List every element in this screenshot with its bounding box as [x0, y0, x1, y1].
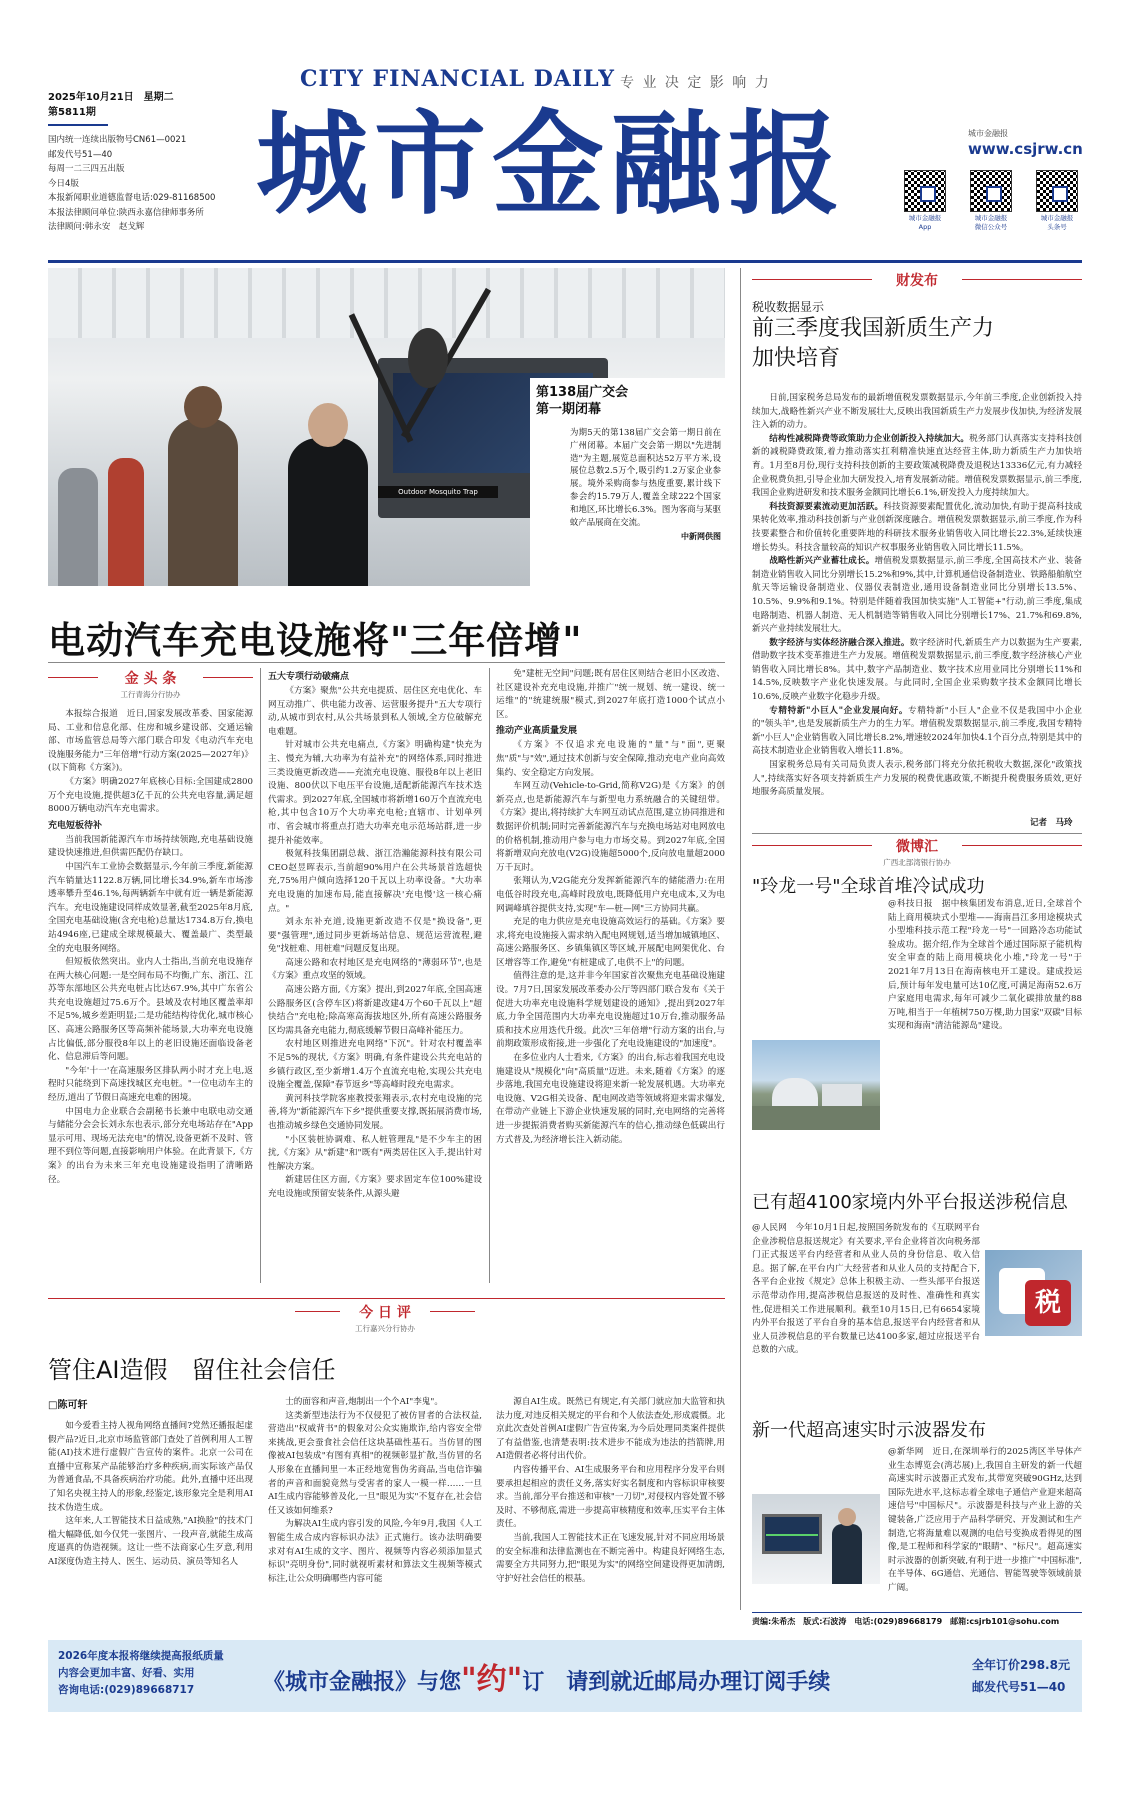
section-name: 财发布	[896, 273, 938, 289]
section-name: 微博汇	[896, 839, 938, 855]
paragraph: 国家税务总局有关司局负责人表示,税务部门将充分依托税收大数据,深化"政策找人",持续落实好各项支持新质生产力发展的税费优惠政策,不断提升税费服务质效,更好地服务高质量发展。	[752, 760, 1082, 798]
paragraph: 本报综合报道 近日,国家发展改革委、国家能源局、工业和信息化部、住房和城乡建设部、交通运输部、市场监管总局等六部门联合印发《电动汽车充电设施服务能力"三年倍增"行动方案(2025—2027年)》(以下简称《方案》)。	[48, 709, 253, 774]
info-line: 每周一二三四五出版	[48, 164, 125, 174]
website-label: 城市金融报	[968, 129, 1008, 138]
tag-line	[48, 677, 98, 678]
info-line: 国内统一连续出版物号CN61—0021	[48, 135, 187, 145]
tag-line	[962, 845, 1082, 846]
paragraph	[752, 555, 1082, 637]
weibo-item1-text: @科技日报 据中核集团发布消息,近日,全球首个陆上商用模块式小型堆——海南昌江多用途模块式小型堆科技示范工程"玲龙一号"一回路冷态功能试验成功。据介绍,作为全球首个通过国际原子能机构安全审查的陆上商用模块化小堆,"玲龙一号"于2021年7月13日在海南核电开工建设。建成投运后,预计每年发电量可达10亿度,可满足海南52.6万户家庭用电需求,每年可减少二氧化碳排放量约88万吨,相当于一年植树750万棵,助力国家"双碳"目标实现和海南"清洁能源岛"建设。	[888, 899, 1082, 1032]
lead-in: 专精特新"小巨人"企业发展向好。	[769, 705, 909, 716]
photo-credit: 中新网供图	[681, 532, 721, 542]
qr-toutiao[interactable]	[1034, 170, 1080, 232]
ad-line: 内容会更加丰富、好看、实用	[58, 1667, 195, 1679]
info-line: 本报法律顾问单位:陕西永嘉信律师事务所	[48, 207, 204, 218]
photo-caption: 为期5天的第138届广交会第一期日前在广州闭幕。本届广交会第一期以"先进制造"为主题,展览总面积达52万平方米,设展位总数2.5万个,吸引约1.2万家企业参展。境外采购商参与热度重要,累计线下参会约15.79万人,覆盖全球222个国家和地区,环比增长6.3%。图为客商与某驱蚊产品展商在交流。	[570, 427, 721, 527]
paragraph-rest: 专精特新"小巨人"企业不仅是我国中小企业的"领头羊",也是发展新质生产力的生力军。增值税发票数据显示,前三季度,我国专精特新"小巨人"企业销售收入同比增长8.2%,增速较2024年加快4.1个百分点,特别是其中的高技术制造业企业销售收入增长11.8%。	[752, 705, 1082, 757]
paragraph: 当前,我国人工智能技术正在飞速发展,针对不同应用场景的安全标准和法律监测也在不断完善中。构建良好网络生态,需要全方共同努力,把"眼见为实"的网络空间建设得更加清朗,守护好社会信任的根基。	[496, 1532, 725, 1584]
divider	[752, 833, 1082, 834]
paragraph	[752, 705, 1082, 759]
weibo-item3-headline: 新一代超高速实时示波器发布	[752, 1420, 986, 1441]
lead-in: 科技资源要素流动更加活跃。	[769, 501, 884, 512]
divider	[48, 1298, 725, 1299]
footer-credits: 责编:朱希杰 版式:石波涛 电话:(029)89668179 邮箱:csjrb101@sohu.com	[752, 1617, 1060, 1626]
section-sub: 工行青海分行协办	[120, 690, 181, 699]
paragraph: 中国电力企业联合会副秘书长兼中电联电动交通与储能分会会长刘永东也表示,部分充电场站存在"App显示可用、现场无法充电"的情况,设备更新不及时、管理不到位等问题,直接影响用户体验。在此背景下,《方案》的出台为未来三年充电设施建设指明了清晰路径。	[48, 1106, 253, 1185]
divider	[752, 1612, 1082, 1613]
english-title: CITY FINANCIAL DAILY	[300, 66, 615, 92]
column-rule	[489, 668, 490, 1283]
tag-line	[295, 1311, 340, 1312]
weibo-item2-text: @人民网 今年10月1日起,按照国务院发布的《互联网平台企业涉税信息报送规定》有关要求,平台企业将首次向税务部门正式报送平台内经营者和从业人员的身份信息、收入信息。据了解,在平台内广大经营者和从业人员的支持配合下,各平台企业按《规定》总体上积极主动、一些头部平台报送示范带动作用,提高涉税信息报送的及时性、准确性和真实性,促进相关工作进展顺利。截至10月15日,已有6654家境内外平台报送了平台自身的基本信息,报送平台内经营者和从业人员涉税信息的平台数量已达4100多家,超过应报送平台总数的六成。	[752, 1223, 980, 1356]
weibo-item3-text: @新华网 近日,在深圳举行的2025湾区半导体产业生态博览会(湾芯展)上,我国自主研发的新一代超高速实时示波器正式发布,其带宽突破90GHz,达到国际先进水平,这标志着全球电子通信产业迎来超高速信号"中国标尺"。示波器是科技与产业上游的关键装备,广泛应用于产品科学研究、开发测试和生产制造,它将海量难以观测的电信号变换成看得见的图像,是工程师和科学家的"眼睛"、"标尺"。超高速实时示波器的创新突破,有利于进一步推广"中国标准",在半导体、6G通信、光通信、智能驾驶等领域前景广阔。	[888, 1447, 1082, 1593]
info-line: 邮发代号51—40	[48, 149, 113, 160]
paragraph	[752, 637, 1082, 705]
masthead-info	[48, 133, 215, 235]
section-tag-weibohui	[752, 836, 1082, 868]
ad-line: 2026年度本报将继续提高报纸质量	[58, 1650, 224, 1662]
paragraph: 极氪科技集团副总裁、浙江浩瀚能源科技有限公司CEO赵昱晖表示,当前超90%用户在公共场景首选超快充,75%用户倾向选择120千瓦以上功率设备。"大功率充电设施的加速布局,能直接解决'充电慢'这一核心痛点。"	[268, 849, 482, 914]
tag-line	[962, 279, 1082, 280]
ad-main-yue: "约"	[461, 1662, 523, 1697]
paragraph: 黄河科技学院客座教授张翔表示,农村充电设施的完善,将为"新能源汽车下乡"提供重要支撑,既拓展消费市场,也推动城乡绿色交通协同发展。	[268, 1093, 482, 1131]
section-tag-jinripin	[295, 1302, 475, 1334]
ad-main-text: 《城市金融报》与您	[263, 1670, 462, 1695]
ad-main	[263, 1654, 830, 1698]
issue-date: 2025年10月21日 星期二	[48, 92, 174, 103]
ad-left	[58, 1648, 224, 1699]
qr-label: 头条号	[1047, 223, 1067, 231]
main-story-col3	[496, 668, 725, 1288]
finance-kicker: 税收数据显示	[752, 300, 825, 314]
ad-right	[972, 1654, 1070, 1698]
paragraph: 日前,国家税务总局发布的最新增值税发票数据显示,今年前三季度,企业创新投入持续加大,战略性新兴产业不断发展壮大,反映出我国新质生产力发展步伐加快,为经济发展注入新的动力。	[752, 393, 1082, 431]
qr-wechat[interactable]	[968, 170, 1014, 232]
tag-line	[752, 845, 872, 846]
paragraph: 农村地区则推进充电网络"下沉"。针对农村覆盖率不足5%的现状,《方案》明确,有条件建设公共充电站的乡镇行政区,至少新增1.4万个直流充电枪,实现公共充电设施全覆盖,保障"春节返乡"等高峰时段充电需求。	[268, 1039, 482, 1091]
paragraph: 《方案》聚焦"公共充电提质、居住区充电优化、车网互动推广、供电能力改善、运营服务提升"五大专项行动,从城市到农村,从公共场景到私人领域,全方位破解充电难题。	[268, 686, 482, 737]
lead-in: 战略性新兴产业蓄壮成长。	[769, 556, 875, 567]
section-name: 今 日 评	[359, 1305, 411, 1321]
paragraph: "今年'十一'在高速服务区排队两小时才充上电,返程时只能绕到下高速找城区充电桩。"一位电动车主的经历,道出了节假日高速充电难的困境。	[48, 1065, 253, 1104]
commentary-headline: 管住AI造假 留住社会信任	[48, 1356, 336, 1384]
qr-code-icon	[970, 170, 1012, 212]
qr-label: 城市金融报	[908, 214, 942, 222]
paragraph: 这年来,人工智能技术日益成熟,"AI换脸"的技术门槛大幅降低,如今仅凭一张图片、一段声音,就能生成高度逼真的伪造视频。这让一些不法商家心生歹意,利用AI深度伪造主持人、医生、运动员、演员等知名人	[48, 1516, 253, 1567]
column-rule	[740, 268, 741, 1610]
paragraph	[752, 501, 1082, 555]
photo-headline: 第138届广交会	[536, 385, 629, 400]
paragraph: 源自AI生成。既然已有规定,有关部门就应加大监管和执法力度,对违反相关规定的平台和个人依法查处,形成震慑。北京此次查处首例AI虚假广告宣传案,为今后处理同类案件提供了有益借鉴,也清楚表明:技术进步不能成为违法的挡箭牌,用AI造假者必将付出代价。	[496, 1397, 725, 1462]
paragraph	[752, 433, 1082, 501]
website-url[interactable]: www.csjrw.cn	[968, 140, 1083, 158]
ad-line: 咨询电话:(029)89668717	[58, 1684, 195, 1696]
commentary-author: □陈可轩	[48, 1400, 88, 1411]
paragraph: 为解决AI生成内容引发的风险,今年9月,我国《人工智能生成合成内容标识办法》正式施行。该办法明确要求对有AI生成的文字、图片、视频等内容必须添加显式标识"亮明身份",同时就视听素材和算法文生视频等模式标注,让公众明确哪些内容可能	[268, 1519, 482, 1584]
paragraph: 《方案》明确2027年底核心目标:全国建成2800万个充电设施,提供超3亿千瓦的公共充电容量,满足超8000万辆电动汽车充电需求。	[48, 776, 253, 815]
paragraph: 如今爱看主持人视角网络直播间?党然还播报起虚假产品?近日,北京市场监管部门查处了首例利用人工智能(AI)技术进行虚假广告宣传的案件。北京一公司在直播中宣称某产品能够治疗多种疾病,而实际该产品仅为普通食品,不具备疾病治疗功能。此外,直播中还出现了知名央视主持人的形象,经鉴定,该形象完全是利用AI技术伪造生成。	[48, 1421, 253, 1513]
section-sub: 广西北部湾银行协办	[883, 858, 951, 867]
tax-photo	[985, 1250, 1082, 1336]
info-line: 今日4版	[48, 178, 79, 189]
subheading: 充电短板待补	[48, 820, 103, 831]
ad-price: 全年订价298.8元	[972, 1658, 1070, 1672]
info-line: 法律顾问:韩永安 赵戈辉	[48, 222, 145, 232]
reactor-photo	[752, 1040, 880, 1130]
photo-headline: 第一期闭幕	[536, 402, 602, 417]
masthead-rule	[48, 260, 1082, 263]
tag-line	[752, 279, 872, 280]
paragraph: 针对城市公共充电痛点,《方案》明确构建"快充为主、慢充为辅,大功率为有益补充"的网络体系,同时推进三类设施更新改造——充流充电设施、服役8年以上老旧设施、800伏以下电压平台设施,适配新能源汽车技术迭代需求。到2027年底,全国城市将新增160万个直流充电枪,其中包含10万个大功率充电枪;直辖市、计划单列市、省会城市将重点打造大功率充电示范场站群,进一步提升补能效率。	[268, 740, 482, 846]
headline-line: 加快培育	[752, 346, 841, 371]
section-tag-jintoutiao	[48, 668, 253, 700]
commentary-col2	[268, 1396, 482, 1610]
paragraph: 高速公路方面,《方案》提出,到2027年底,全国高速公路服务区(含停车区)将新建改建4万个60千瓦以上"超快结合"充电枪;除高寒高海拔地区外,所有高速公路服务区均需具备充电能力,彻底缓解节假日高峰补能压力。	[268, 985, 482, 1036]
paragraph: 充足的电力供应是充电设施高效运行的基础。《方案》要求,将充电设施接入需求纳入配电网规划,适当增加城镇地区、高速公路服务区、乡镇集镇区等区域,开展配电网架优化、台区增容等工作,避免"有桩建成了,电供不上"的问题。	[496, 917, 725, 968]
main-headline: 电动汽车充电设施将"三年倍增"	[48, 619, 583, 662]
paragraph: 《方案》不仅追求充电设施的"量"与"面",更聚焦"质"与"效",通过技术创新与安全保障,推动充电产业向高效集约、安全稳定方向发展。	[496, 740, 725, 778]
paragraph: 当前我国新能源汽车市场持续领跑,充电基础设施建设快速推进,但供需匹配仍存缺口。	[48, 834, 253, 859]
paragraph-rest: 增值税发票数据显示,前三季度,全国高技术产业、装备制造业销售收入同比分别增长15.2%和9%,其中,计算机通信设备制造业、铁路船舶航空航天等运输设备制造业、仪器仪表制造业,通用设备制造业同比分别增长13.5%、10.5%、9.9%和9.1%。特别是伴随着我国加快实施"人工智能+"行动,前三季度,集成电路制造、机器人制造、无人机制造等销售收入同比分别增长17%、21.7%和69.8%,新兴产业持续发展壮大。	[752, 556, 1082, 635]
qr-label: 城市金融报	[974, 214, 1008, 222]
paragraph-rest: 科技资源要素配置优化,流动加快,有助于提高科技成果转化效率,推动科技创新与产业创新深度融合。增值税发票数据显示,前三季度,作为科技要素整合和价值转化重要阵地的科研技术服务业销售收入同比增长22.3%,延续快速增长势头。科技含量较高的知识产权事服务业销售收入同比增长11.5%。	[752, 501, 1082, 553]
tag-line	[203, 677, 253, 678]
main-story-col1	[48, 708, 253, 1288]
lead-in: 数字经济与实体经济融合深入推进。	[769, 637, 910, 648]
photo-caption-box	[530, 378, 725, 586]
finance-body	[752, 392, 1082, 812]
paragraph: 但短板依然突出。业内人士指出,当前充电设施存在两大核心问题:一是空间布局不均衡,广东、浙江、江苏等东部地区公共充电桩占比达67.9%,其中广东省公共充电设施超过75.6万个。县域及农村地区覆盖率却不足5%,城乡差距明显;二是功能结构待优化,城市核心区、高速公路服务区等高频补能场景,大功率充电设施占比偏低,部分服役8年以上的老旧设施还面临设备老化、信息滞后等问题。	[48, 957, 253, 1063]
section-name: 金 头 条	[124, 671, 177, 687]
paragraph: 新建居住区方面,《方案》要求固定车位100%建设充电设施或预留安装条件,从源头避	[268, 1175, 482, 1199]
issue-number: 第5811期	[48, 107, 96, 118]
qr-label: 城市金融报	[1040, 214, 1074, 222]
masthead-title: 城市金融报	[256, 100, 846, 230]
paragraph: 这类新型违法行为不仅侵犯了被仿冒者的合法权益,营造出"权威背书"的假象对公众实施欺诈,给内容安全带来挑战,更会蚕食社会信任这块基础性基石。当仿冒的图像被AI包装成"有图有真相"的视频彰显扩散,当仿冒的名人形象在直播间里一本正经地宽售伪劣商品,当电信诈骗者的声音和面貌竟然与受害者的家人一模一样……一旦AI生成内容能够普及化,一旦"眼见为实"不复存在,社会信任又该如何维系?	[268, 1410, 482, 1516]
masthead-divider	[48, 124, 108, 126]
section-sub: 工行嘉兴分行协办	[355, 1324, 415, 1333]
weibo-item2-headline: 已有超4100家境内外平台报送涉税信息	[752, 1192, 1068, 1213]
subheading: 推动产业高质量发展	[496, 726, 578, 737]
qr-code-icon	[904, 170, 946, 212]
paragraph: 免"建桩无空间"问题;既有居住区则结合老旧小区改造、社区建设补充充电设施,并推广"统一规划、统一建设、统一运维"的"统建统服"模式,到2027年底打造1000个试点小区。	[496, 669, 725, 720]
tax-badge: 税	[1025, 1280, 1071, 1326]
commentary-col1	[48, 1420, 253, 1610]
weibo-item1-headline: "玲龙一号"全球首堆冷试成功	[752, 876, 985, 897]
subscription-ad[interactable]	[48, 1640, 1082, 1712]
info-line: 本报新闻职业道德监督电话:029-81168500	[48, 193, 216, 203]
paragraph: 在多位业内人士看来,《方案》的出台,标志着我国充电设施建设从"规模化"向"高质量"迈进。未来,随着《方案》的逐步落地,我国充电设施建设将迎来新一轮发展机遇。大功率充电设施、V2G相关设备、配电网改造等领域将迎来需求爆发,在带动产业链上下游企业快速发展的同时,充电网络的完善将进一步提振消费者购买新能源汽车的信心,推动绿色低碳出行方式普及,为经济增长注入新动能。	[496, 1053, 725, 1145]
paragraph: 士的面容和声音,炮制出一个个AI"李鬼"。	[285, 1397, 443, 1407]
ad-main-text: 订 请到就近邮局办理订阅手续	[522, 1670, 831, 1695]
paragraph-rest: 数字经济时代,新质生产力以数据为生产要素,借助数字技术变革推进生产力发展。增值税发票数据显示,前三季度,数字经济核心产业销售收入同比增长8%。其中,数字产品制造业、数字技术应用业同比分别增长11%和14.5%,反映数字产业化快速发展。与此同时,全国企业采购数字技术金额同比增长10.6%,反映产业数字化稳步升级。	[752, 637, 1082, 703]
paragraph: 内容传播平台、AI生成服务平台和应用程序分发平台则要承担起相应的责任义务,落实好实名制度和内容标识审核要求。当前,部分平台推送和审核"一刀切",对侵权内容处置不够及时、不够彻底,需进一步提高审核精度和效率,压实平台主体责任。	[496, 1464, 725, 1530]
main-story-col2	[268, 668, 482, 1288]
paragraph: 高速公路和农村地区是充电网络的"薄弱环节",也是《方案》重点攻坚的领域。	[268, 957, 482, 982]
subheading: 五大专项行动破痛点	[268, 672, 350, 682]
lead-in: 结构性减税降费等政策助力企业创新投入持续加大。	[769, 433, 970, 444]
finance-reporter: 记者 马玲	[1030, 818, 1073, 828]
masthead-date-block	[48, 90, 174, 120]
ad-code: 邮发代号51—40	[972, 1680, 1066, 1694]
column-rule	[260, 668, 261, 1283]
finance-headline	[752, 314, 994, 374]
paragraph-rest: 税务部门认真落实支持科技创新的减税降费政策,着力推动落实扛利精准快速直达经营主体,助力新质生产力加快培育。1月至8月份,现行支持科技创新的主要政策减税降费及退税达13336亿元,有力减轻企业税费负担,引导企业加大研发投入,培育发展新动能。增值税发票数据显示,前三季度,我国企业购进研发和技术服务金额同比增长6.1%,研发投入力度持续加大。	[752, 433, 1082, 499]
tag-line	[430, 1311, 475, 1312]
paragraph: 车网互动(Vehicle-to-Grid,简称V2G)是《方案》的创新亮点,也是新能源汽车与新型电力系统融合的关键纽带。《方案》提出,将持续扩大车网互动试点范围,建立协同推进和数据评价机制;同时完善新能源汽车与充换电场站对电网放电的价格机制,推动用户参与电力市场交易。到2027年底,全国将新增双向充放电(V2G)设施超5000个,反向放电量超2000万千瓦时。	[496, 781, 725, 873]
booth-sign: Outdoor Mosquito Trap	[378, 486, 498, 498]
paragraph: 中国汽车工业协会数据显示,今年前三季度,新能源汽车销量达1122.8万辆,同比增长34.9%,新车市场渗透率攀升至46.1%,每两辆新车中就有近一辆是新能源汽车。充电设施建设同样成效显著,截至2025年8月底,全国充电基础设施(含充电枪)总量达1734.8万台,换电站4946座,已建成全球规模最大、覆盖最广、类型最全的充电服务网络。	[48, 861, 253, 954]
oscilloscope-photo	[752, 1494, 880, 1584]
qr-app[interactable]	[902, 170, 948, 232]
paragraph: 刘永东补充道,设施更新改造不仅是"换设备",更要"强管理",通过同步更新场站信息、规范运营流程,避免"找桩难、用桩难"问题反复出现。	[268, 917, 482, 955]
paragraph: 值得注意的是,这并非今年国家首次聚焦充电基础设施建设。7月7日,国家发展改革委办公厅等四部门联合发布《关于促进大功率充电设施科学规划建设的通知》,提出到2027年底,力争全国范围内大功率充电设施超过10万台,推动服务品质和技术应用迭代升级。此次"三年倍增"行动方案的出台,与前期政策形成衔接,进一步强化了充电设施建设的"加速度"。	[496, 971, 725, 1050]
slogan: 专 业 决 定 影 响 力	[620, 75, 771, 91]
commentary-col3	[496, 1396, 725, 1610]
paragraph: "小区装桩协调难、私人桩管理乱"是不少车主的困扰,《方案》从"新建"和"既有"两类居住区入手,提出针对性解决方案。	[268, 1134, 482, 1172]
headline-line: 前三季度我国新质生产力	[752, 316, 995, 341]
qr-label: App	[918, 223, 932, 231]
qr-label: 微信公众号	[974, 223, 1008, 231]
paragraph: 张翔认为,V2G能充分发挥新能源汽车的储能潜力:在用电低谷时段充电,高峰时段放电,既降低用户充电成本,又为电网调峰填谷提供支持,实现"车—桩—网"三方协同共赢。	[496, 876, 725, 914]
section-tag-caifabu	[752, 270, 1082, 290]
qr-code-icon	[1036, 170, 1078, 212]
divider	[48, 662, 725, 663]
